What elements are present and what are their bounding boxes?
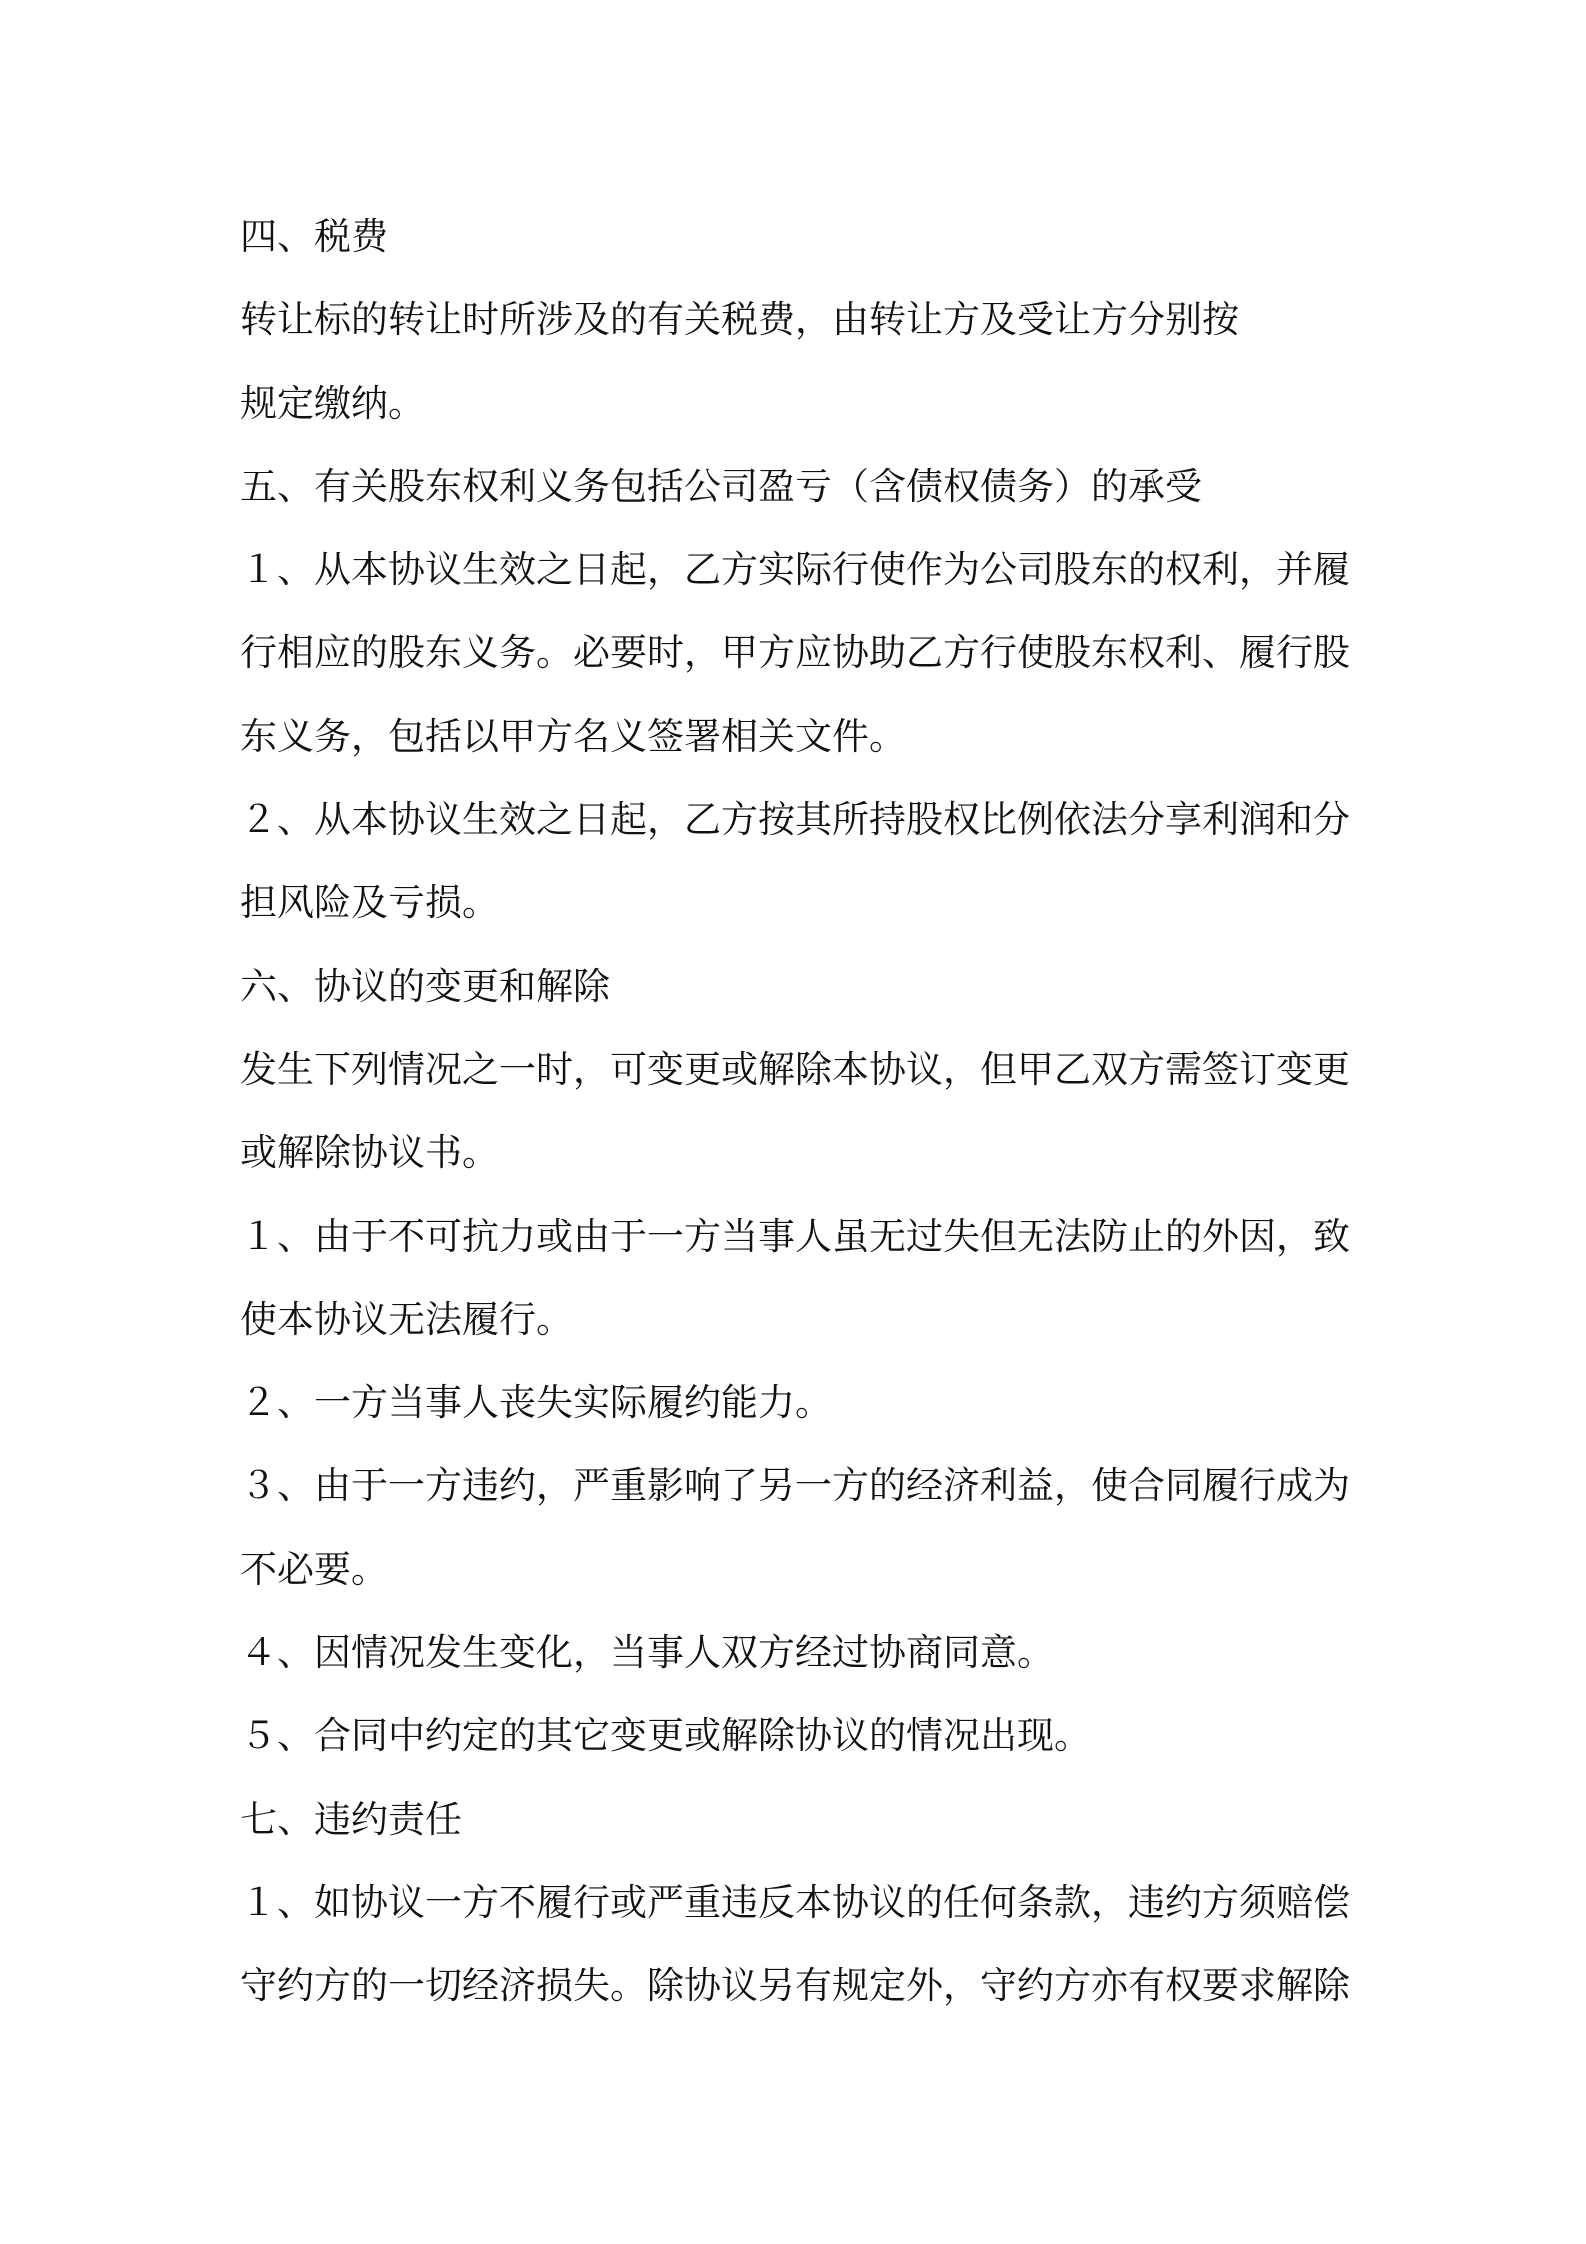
paragraph-line: 使本协议无法履行。: [240, 1297, 573, 1341]
document-body: [240, 195, 1360, 2028]
paragraph-line: 不必要。: [240, 1547, 388, 1591]
paragraph-line: １、如协议一方不履行或严重违反本协议的任何条款，违约方须赔偿: [240, 1880, 1350, 1924]
paragraph-line: 担风险及亏损。: [240, 881, 499, 925]
paragraph-line: ５、合同中约定的其它变更或解除协议的情况出现。: [240, 1714, 1091, 1758]
paragraph-line: １、从本协议生效之日起，乙方实际行使作为公司股东的权利，并履: [240, 548, 1350, 592]
section-heading-taxes: 四、税费: [240, 215, 388, 258]
paragraph-line: ２、一方当事人丧失实际履约能力。: [240, 1381, 832, 1425]
paragraph-line: 东义务，包括以甲方名义签署相关文件。: [240, 714, 906, 758]
paragraph-line: 发生下列情况之一时，可变更或解除本协议，但甲乙双方需签订变更: [240, 1047, 1350, 1091]
paragraph-line: 规定缴纳。: [240, 381, 425, 425]
paragraph-line: ３、由于一方违约，严重影响了另一方的经济利益，使合同履行成为: [240, 1464, 1350, 1508]
section-heading-amendment: 六、协议的变更和解除: [240, 964, 610, 1008]
paragraph-line: ４、因情况发生变化，当事人双方经过协商同意。: [240, 1631, 1054, 1675]
paragraph-line: ２、从本协议生效之日起，乙方按其所持股权比例依法分享利润和分: [240, 798, 1350, 842]
paragraph-line: 或解除协议书。: [240, 1131, 499, 1175]
paragraph-line: 守约方的一切经济损失。除协议另有规定外，守约方亦有权要求解除: [240, 1964, 1350, 2008]
paragraph-line: 行相应的股东义务。必要时，甲方应协助乙方行使股东权利、履行股: [240, 631, 1350, 675]
paragraph-line: 转让标的转让时所涉及的有关税费，由转让方及受让方分别按: [240, 298, 1239, 342]
section-heading-shareholder-rights: 五、有关股东权利义务包括公司盈亏（含债权债务）的承受: [240, 464, 1202, 508]
paragraph-line: １、由于不可抗力或由于一方当事人虽无过失但无法防止的外因，致: [240, 1214, 1350, 1258]
section-heading-liability: 七、违约责任: [240, 1797, 462, 1841]
